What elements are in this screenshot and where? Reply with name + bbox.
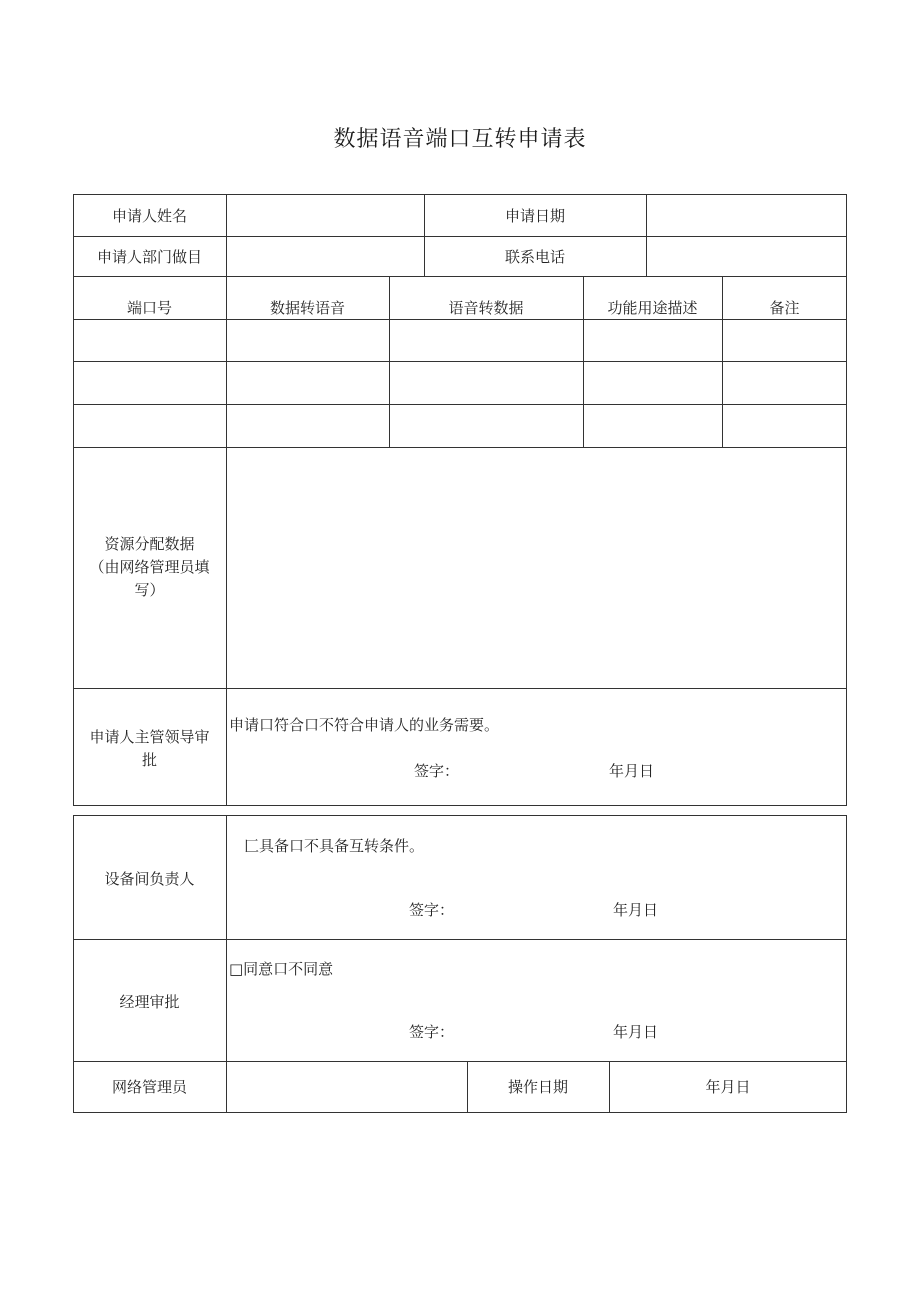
page-title: 数据语音端口互转申请表 xyxy=(333,127,587,152)
equipment-manager-label: 设备间负责人 xyxy=(104,870,195,888)
supervisor-date-label: 年月日 xyxy=(609,762,655,780)
apply-date-label: 申请日期 xyxy=(504,207,565,225)
remarks-header: 备注 xyxy=(769,299,800,317)
port-number-header: 端口号 xyxy=(126,299,172,317)
manager-approval-text[interactable]: □同意口不同意 xyxy=(229,960,334,978)
equipment-date-label: 年月日 xyxy=(613,901,659,919)
manager-approval-label: 经理审批 xyxy=(119,993,180,1011)
phone-field[interactable] xyxy=(647,237,846,276)
voice-to-data-header: 语音转数据 xyxy=(448,299,524,317)
supervisor-approval-label: 申请人主管领导审 批 xyxy=(89,728,210,769)
resource-allocation-field[interactable] xyxy=(227,448,846,688)
equipment-signature-label: 签字： xyxy=(409,901,455,919)
supervisor-approval-text[interactable]: 申请口符合口不符合申请人的业务需要。 xyxy=(229,716,500,734)
department-label: 申请人部门做目 xyxy=(96,248,202,266)
applicant-name-field[interactable] xyxy=(227,195,424,236)
manager-signature-label: 签字： xyxy=(409,1023,455,1041)
applicant-name-label: 申请人姓名 xyxy=(111,207,187,225)
manager-date-label: 年月日 xyxy=(613,1023,659,1041)
apply-date-field[interactable] xyxy=(647,195,846,236)
supervisor-signature-label: 签字： xyxy=(414,762,460,780)
department-field[interactable] xyxy=(227,237,424,276)
data-to-voice-header: 数据转语音 xyxy=(269,299,345,317)
equipment-condition-text[interactable]: 匚具备口不具备互转条件。 xyxy=(244,837,425,855)
network-admin-field[interactable] xyxy=(227,1062,467,1112)
function-description-header: 功能用途描述 xyxy=(607,299,698,317)
network-admin-label: 网络管理员 xyxy=(111,1078,187,1096)
resource-allocation-label: 资源分配数据 （由网络管理员填 写） xyxy=(89,535,210,599)
operation-date-value[interactable]: 年月日 xyxy=(705,1078,751,1096)
phone-label: 联系电话 xyxy=(504,248,565,266)
operation-date-label: 操作日期 xyxy=(507,1078,568,1096)
